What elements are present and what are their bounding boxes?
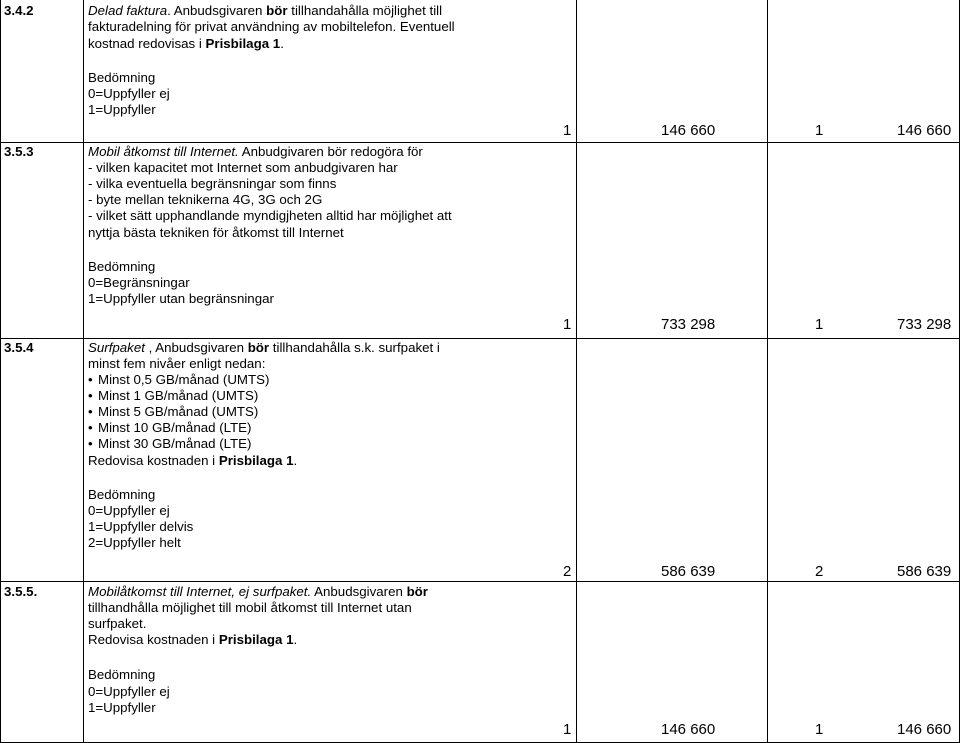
column-divider-text xyxy=(576,0,577,743)
quantity-value: 1 xyxy=(815,122,824,139)
assessment-heading: Bedömning xyxy=(88,667,156,682)
section-number: 3.5.3 xyxy=(4,144,34,159)
quantity-value: 1 xyxy=(563,316,572,333)
assessment-heading: Bedömning xyxy=(88,487,156,502)
section-number: 3.5.5. xyxy=(4,584,38,599)
bullet-item: • Minst 10 GB/månad (LTE) xyxy=(88,420,252,435)
column-divider-number xyxy=(83,0,84,743)
section-text-line: - vilka eventuella begränsningar som finns xyxy=(88,176,337,191)
assessment-option: 1=Uppfyller utan begränsningar xyxy=(88,291,274,306)
section-number: 3.4.2 xyxy=(4,3,34,18)
assessment-heading: Bedömning xyxy=(88,259,156,274)
bullet-item: • Minst 30 GB/månad (LTE) xyxy=(88,436,252,451)
assessment-option: 1=Uppfyller xyxy=(88,102,156,117)
quantity-value: 2 xyxy=(815,563,824,580)
quantity-value: 1 xyxy=(815,721,824,738)
amount-value: 733 298 xyxy=(661,316,716,333)
quantity-value: 1 xyxy=(563,122,572,139)
section-first-line: Mobilåtkomst till Internet, ej surfpaket. Anbudsgivaren bör xyxy=(88,584,428,599)
section-text-line: - vilken kapacitet mot Internet som anbudgivaren har xyxy=(88,160,398,175)
section-text-line: tillhandhålla möjlighet till mobil åtkomst till Internet utan xyxy=(88,600,412,615)
column-divider-price xyxy=(767,0,768,743)
section-first-line: Mobil åtkomst till Internet. Anbudgivaren bör redogöra för xyxy=(88,144,423,159)
section-first-line: Surfpaket , Anbudsgivaren bör tillhandahålla s.k. surfpaket i xyxy=(88,340,440,355)
section-number: 3.5.4 xyxy=(4,340,34,355)
assessment-option: 0=Uppfyller ej xyxy=(88,86,170,101)
assessment-option: 0=Uppfyller ej xyxy=(88,503,170,518)
section-text-line: fakturadelning för privat användning av mobiltelefon. Eventuell xyxy=(88,19,455,34)
assessment-option: 0=Uppfyller ej xyxy=(88,684,170,699)
section-text-line: Redovisa kostnaden i Prisbilaga 1. xyxy=(88,453,298,468)
row-divider-3 xyxy=(0,581,960,582)
amount-value: 146 660 xyxy=(897,721,952,738)
amount-value: 146 660 xyxy=(661,122,716,139)
assessment-option: 2=Uppfyller helt xyxy=(88,535,181,550)
bullet-item: • Minst 5 GB/månad (UMTS) xyxy=(88,404,259,419)
assessment-option: 1=Uppfyller xyxy=(88,700,156,715)
assessment-option: 1=Uppfyller delvis xyxy=(88,519,194,534)
amount-value: 146 660 xyxy=(661,721,716,738)
section-title: Delad faktura xyxy=(88,3,168,18)
section-text-line: minst fem nivåer enligt nedan: xyxy=(88,356,266,371)
amount-value: 733 298 xyxy=(897,316,952,333)
section-title: Mobil åtkomst till Internet. xyxy=(88,144,239,159)
section-text-line: nyttja bästa tekniken för åtkomst till Internet xyxy=(88,225,344,240)
section-first-line: Delad faktura. Anbudsgivaren bör tillhandahålla möjlighet till xyxy=(88,3,443,18)
section-text-line: kostnad redovisas i Prisbilaga 1. xyxy=(88,36,284,51)
section-text-line: - byte mellan teknikerna 4G, 3G och 2G xyxy=(88,192,323,207)
amount-value: 586 639 xyxy=(897,563,952,580)
amount-value: 586 639 xyxy=(661,563,716,580)
assessment-heading: Bedömning xyxy=(88,70,156,85)
bullet-item: • Minst 1 GB/månad (UMTS) xyxy=(88,388,259,403)
amount-value: 146 660 xyxy=(897,122,952,139)
table-border-left xyxy=(0,0,1,743)
section-text-line: Redovisa kostnaden i Prisbilaga 1. xyxy=(88,632,298,647)
row-divider-2 xyxy=(0,338,960,339)
section-text-line: surfpaket. xyxy=(88,616,147,631)
section-title: Mobilåtkomst till Internet, ej surfpaket. xyxy=(88,584,312,599)
quantity-value: 1 xyxy=(815,316,824,333)
assessment-option: 0=Begränsningar xyxy=(88,275,190,290)
quantity-value: 1 xyxy=(563,721,572,738)
section-title: Surfpaket xyxy=(88,340,145,355)
bullet-item: • Minst 0,5 GB/månad (UMTS) xyxy=(88,372,270,387)
row-divider-1 xyxy=(0,142,960,143)
section-text-line: - vilket sätt upphandlande myndigjheten alltid har möjlighet att xyxy=(88,208,452,223)
quantity-value: 2 xyxy=(563,563,572,580)
